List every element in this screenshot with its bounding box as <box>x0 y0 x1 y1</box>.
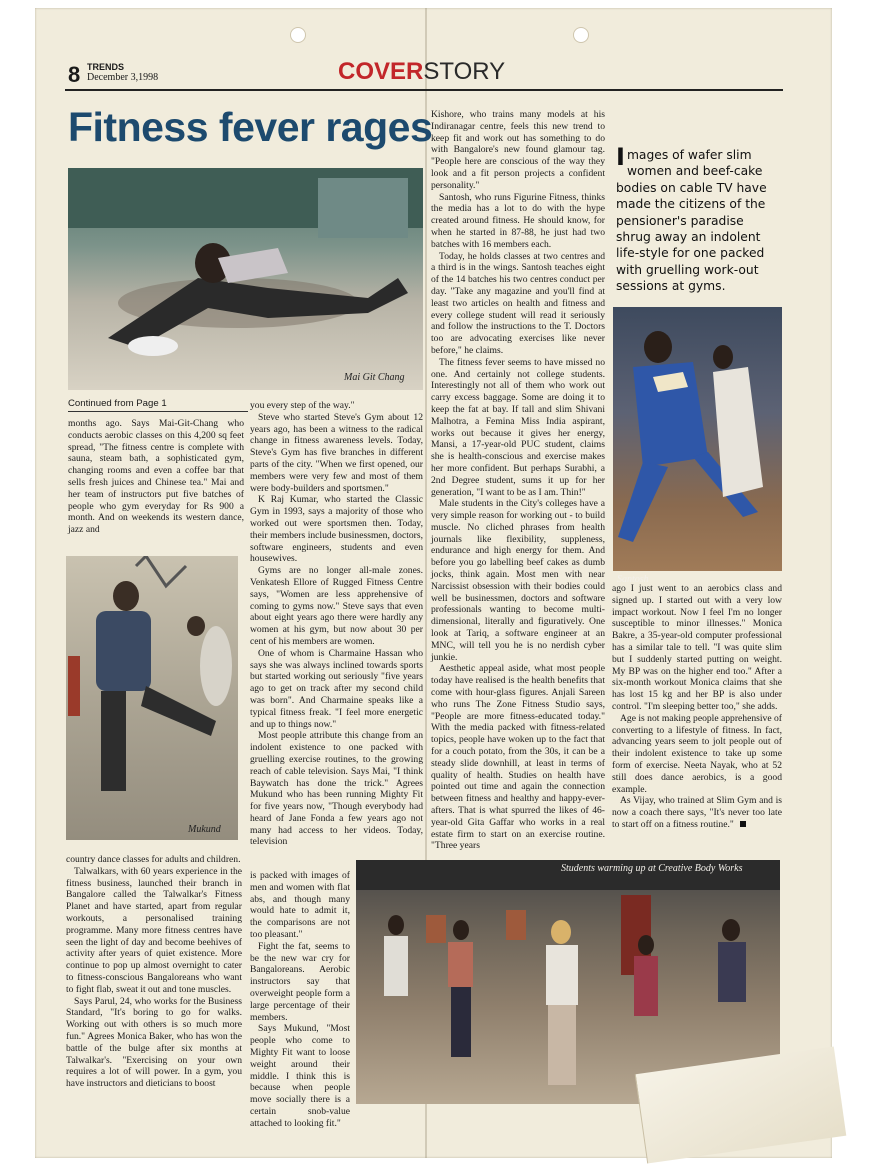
section-title-cover: COVER <box>338 58 424 85</box>
column-4 <box>612 583 782 831</box>
header-rule <box>65 89 783 91</box>
paragraph: Age is not making people apprehensive of converting to a lifestyle of fitness. In fact, advancing years seem to jolt people out of their indolent existence to take up some form of exercise. Neeta Nayak, who at 52 still does dance aerobics, is a good example. <box>612 712 782 795</box>
paragraph: K Raj Kumar, who started the Classic Gym in 1993, says a majority of those who worked out were sportsmen then. Today, their members include businessmen, doctors, software engineers, students and even housewives. <box>250 494 423 565</box>
continued-from: Continued from Page 1 <box>68 398 167 409</box>
column-2 <box>250 400 423 848</box>
caption-photo1: Mai Git Chang <box>344 372 405 383</box>
pull-quote-text: mages of wafer slim women and beef-cake bodies on cable TV have made the citizens of the pensioner's paradise shrug away an indolent life-style for one packed with gruelling work-out sessions at gyms. <box>616 148 767 294</box>
column-2-bottom <box>250 870 350 1130</box>
paragraph: Male students in the City's colleges have a very simple reason for working out - to build muscle. No cliched phrases from health journals like flexibility, suppleness, endurance and high energy for them. And before you go labelling beef cakes as dumb jocks, think again. Most men with near Narcissist obsession with their bodies could well be businessmen, doctors and software professionals wanting to become multi-dimensional, literally and figuratively. One look at Tariq, a software engineer at an MNC, will tell you he is no nerdish cyber junkie. <box>431 498 605 663</box>
column-3 <box>431 109 605 852</box>
photo-mai-git-chang <box>68 168 423 390</box>
closing-paragraph: As Vijay, who trained at Slim Gym and is now a coach there says, "It's never too late to start off on a fitness routine." <box>612 795 782 830</box>
headline: Fitness fever rages <box>68 104 433 150</box>
paragraph: Talwalkars, with 60 years experience in the fitness business, launched their branch in Bangalore called the Talwalkar's Fitness Planet and have started, apart from regular workouts, a personalised training programme. Many more fitness centres have seen the light of day and become beehives of activity after years of quiet existence. More continue to pop up almost overnight to cater to fitness-conscious Bangaloreans who want to fight flab, sweat it out and tone muscles. <box>66 865 242 995</box>
caption-photo3: Santosh <box>617 574 649 585</box>
continued-rule <box>68 411 248 412</box>
paragraph: is packed with images of men and women with flat abs, and though many would hate to admit it, the comparisons are not too pleasant." <box>250 870 350 940</box>
caption-photo4: Students warming up at Creative Body Works <box>561 863 743 874</box>
caption-photo2: Mukund <box>188 824 221 835</box>
paragraph: Gyms are no longer all-male zones. Venkatesh Ellore of Rugged Fitness Centre says, "Women are less apprehensive of coming to gyms now." Steve says that even about eight years ago there were hardly any women at his gym, but now about 30 per cent of his members are women. <box>250 565 423 647</box>
end-mark-icon <box>740 821 746 827</box>
section-title <box>338 58 505 86</box>
paragraph: Says Parul, 24, who works for the Business Standard, "It's boring to go for walks. Working out with others is so much more fun." Agrees Monica Baker, who has won the battle of the bulge after six months at Talwalkar's. "Exercising on your own requires a lot of will power. In a gym, you have instructors and dieticians to boost <box>66 995 242 1090</box>
pull-quote <box>616 143 779 295</box>
paragraph <box>612 795 782 830</box>
photo-mukund-image <box>66 556 238 840</box>
punch-hole <box>290 27 306 43</box>
column-1-top <box>68 418 244 536</box>
pull-quote-dropcap: I <box>616 143 625 171</box>
paragraph: months ago. Says Mai-Git-Chang who conducts aerobic classes on this 4,200 sq feet spread, "The fitness centre is complete with sauna, steam bath, a sophisticated gym, changing rooms and even a coffee bar that sells fresh juices and Chinese tea." Mai and her team of instructors put five batches of people who gym everyday for Rs 900 a month. And on weekends its western dance, jazz and <box>68 418 244 536</box>
paragraph: country dance classes for adults and children. <box>66 854 241 865</box>
column-1-bottom <box>66 854 242 1090</box>
paragraph: Aesthetic appeal aside, what most people today have realised is the health benefits that come with hour-glass figures. Anjali Sareen who runs The Zone Fitness Studio says, "People are more fitness-educated today." With the media packed with fitness-related topics, people have woken up to the fact that for a couch potato, from the 30s, it can be a steady slide downhill, at least in terms of quality of health. Studies on health have pointed out time and again the connection between fitness and healthy and happy-ever-afters. That is what spurred the likes of 46-year-old Gita Gaffar who works in a real estate firm to start on an exercise routine. "Three years <box>431 663 605 852</box>
paragraph: Most people attribute this change from an indolent existence to one packed with gruelling exercise routines, to the growing reach of cable television. Says Mai, "I think Baywatch has done the trick." Agrees Mukund who has been running Mighty Fit for five years now, "Though everybody had heard of Jane Fonda a few years ago not many had access to her videos. Today, television <box>250 730 423 848</box>
photo-santosh <box>613 307 782 571</box>
paragraph: Kishore, who trains many models at his Indiranagar centre, feels this new trend to keep fit and work out has something to do with Bangalore's new found glamour tag. "People here are conscious of the way they look and a fit person projects a confident personality." <box>431 109 605 191</box>
photo-stretching-woman-image <box>68 168 423 390</box>
paragraph: Today, he holds classes at two centres and a third is in the wings. Santosh teaches eight of the 14 batches his two centres conduct per day. "Take any magazine and you'll find at least two articles on health and fitness and every college student will read it seriously and follow the instructions to the T. Doctors too are advocating exercises like never before," he claims. <box>431 250 605 356</box>
paragraph: The fitness fever seems to have missed no one. And certainly not college students. Interestingly not all of them who work out carry excess baggage. Some are doing it to keep the fat at bay. If tall and slim Shivani Malhotra, a Femina Miss India aspirant, works out because it gives her energy, Mansi, a 17-year-old PUC student, claims she is health-conscious and exercise makes her more confident. But perhaps Surabhi, a 2nd Degree student, sums it up for her generation, "I want to be as I am. Thin!" <box>431 356 605 498</box>
paragraph: you every step of the way." <box>250 400 355 411</box>
paragraph: Says Mukund, "Most people who come to Mighty Fit want to loose weight around their middle. I think this is because when people move socially there is a certain snob-value attached to looking fit." <box>250 1023 350 1129</box>
photo-santosh-image <box>613 307 782 571</box>
photo-mukund <box>66 556 238 840</box>
publication-name: TRENDS <box>87 62 125 72</box>
punch-hole <box>573 27 589 43</box>
issue-date: December 3,1998 <box>87 72 159 83</box>
paragraph: Fight the fat, seems to be the new war cry for Bangaloreans. Aerobic instructors say that overweight people form a large percentage of their members. <box>250 940 350 1023</box>
paragraph: One of whom is Charmaine Hassan who says she was always inclined towards sports but started working out seriously "five years ago to get on track after my second child was born". And Charmaine speaks like a typical fitness freak. "I feel more energetic and up to things now." <box>250 647 423 730</box>
page-number: 8 <box>68 62 81 87</box>
paragraph: ago I just went to an aerobics class and signed up. I started out with a very low impact workout. Now I feel I'm no longer susceptible to minor illnesses." Monica Bakre, a 35-year-old computer professional has a similar tale to tell. "I was quite slim but I suddenly started putting on weight. My BP was on the higher end too." After a six-month workout Monica claims that she has lost 15 kg and her BP is also under control. "I'm sleeping better too," she adds. <box>612 583 782 712</box>
paragraph: Santosh, who runs Figurine Fitness, thinks the media has a lot to do with the hype created around fitness. He should know, for when he started in 87-88, he just had two batches with 16 members each. <box>431 191 605 250</box>
paragraph: Steve who started Steve's Gym about 12 years ago, has been a witness to the radical change in fitness awareness levels. Today, Steve's Gym has five branches in different parts of the city. "When we first opened, our members were very few and most of them were body-builders and sportsmen." <box>250 411 423 494</box>
section-title-story: STORY <box>423 58 506 85</box>
